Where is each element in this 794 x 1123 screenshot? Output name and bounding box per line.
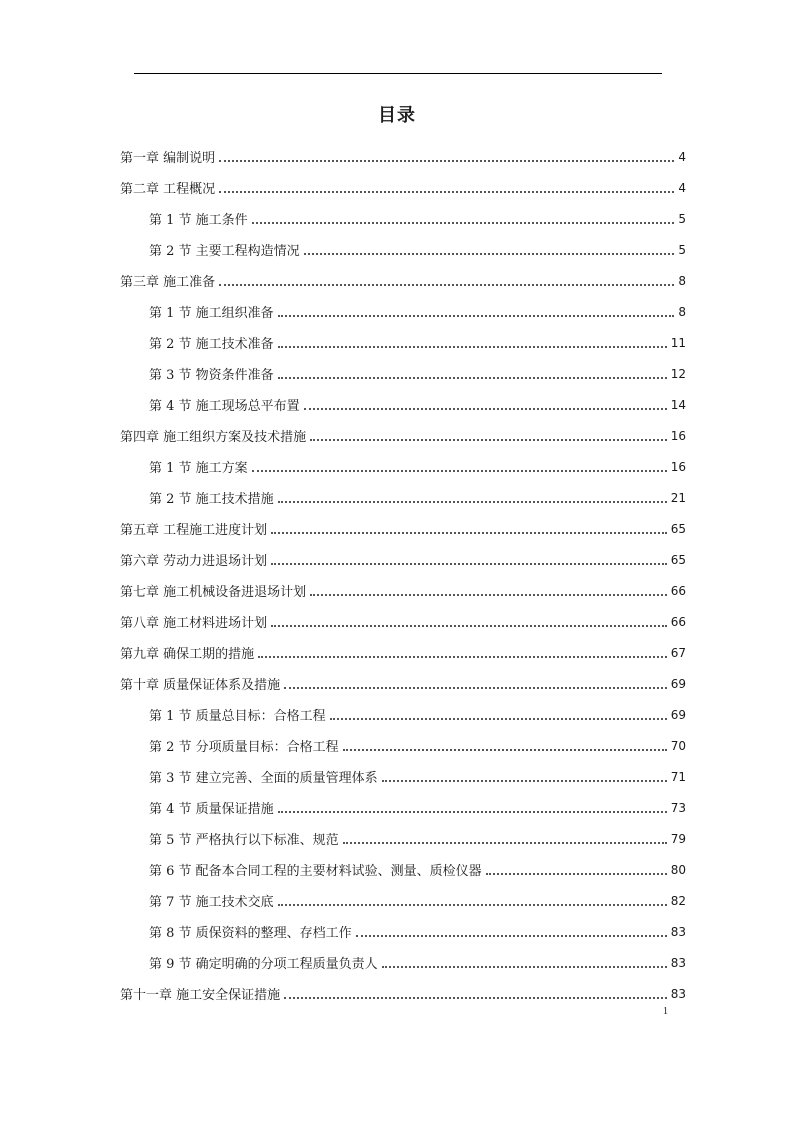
toc-entry-page: 21 (670, 490, 686, 505)
toc-entry-label: 第 1 节 施工组织准备 (149, 306, 274, 321)
toc-section-entry[interactable] (120, 823, 686, 854)
toc-chapter-entry[interactable] (120, 420, 686, 451)
toc-chapter-entry[interactable] (120, 141, 686, 172)
toc-entry-page: 14 (670, 397, 686, 412)
toc-dot-leader (258, 643, 667, 658)
toc-entry-label: 第九章 确保工期的措施 (120, 647, 255, 662)
toc-section-entry[interactable] (120, 451, 686, 482)
toc-entry-label: 第 2 节 施工技术措施 (149, 492, 274, 507)
toc-dot-leader (252, 209, 675, 224)
toc-chapter-entry[interactable] (120, 575, 686, 606)
toc-dot-leader (278, 333, 667, 348)
toc-entry-page: 83 (670, 924, 686, 939)
toc-dot-leader (278, 488, 667, 503)
toc-dot-leader (219, 271, 674, 286)
page-number: 1 (663, 1006, 668, 1017)
toc-entry-page: 4 (678, 180, 686, 195)
toc-entry-page: 70 (670, 738, 686, 753)
toc-entry-page: 79 (670, 831, 686, 846)
toc-dot-leader (304, 395, 667, 410)
toc-entry-label: 第 8 节 质保资料的整理、存档工作 (149, 926, 352, 941)
page-title: 目录 (378, 105, 416, 126)
toc-chapter-entry[interactable] (120, 513, 686, 544)
toc-entry-label: 第 4 节 质量保证措施 (149, 802, 274, 817)
toc-entry-label: 第八章 施工材料进场计划 (120, 616, 268, 631)
toc-entry-page: 4 (678, 149, 686, 164)
toc-dot-leader (271, 519, 667, 534)
toc-entry-label: 第 1 节 施工条件 (149, 213, 248, 228)
toc-entry-label: 第 7 节 施工技术交底 (149, 895, 274, 910)
toc-chapter-entry[interactable] (120, 978, 686, 1009)
toc-entry-page: 5 (678, 211, 686, 226)
toc-section-entry[interactable] (120, 730, 686, 761)
toc-entry-page: 73 (670, 800, 686, 815)
toc-dot-leader (271, 550, 667, 565)
toc-entry-label: 第 1 节 质量总目标：合格工程 (149, 709, 326, 724)
toc-entry-page: 83 (670, 955, 686, 970)
toc-entry-label: 第 3 节 建立完善、全面的质量管理体系 (149, 771, 378, 786)
toc-section-entry[interactable] (120, 482, 686, 513)
toc-chapter-entry[interactable] (120, 172, 686, 203)
toc-chapter-entry[interactable] (120, 606, 686, 637)
toc-section-entry[interactable] (120, 916, 686, 947)
toc-chapter-entry[interactable] (120, 668, 686, 699)
toc-entry-page: 67 (670, 645, 686, 660)
toc-entry-label: 第二章 工程概况 (120, 182, 216, 197)
toc-dot-leader (278, 302, 675, 317)
toc-dot-leader (330, 705, 667, 720)
toc-entry-label: 第 3 节 物资条件准备 (149, 368, 274, 383)
toc-entry-page: 80 (670, 862, 686, 877)
toc-section-entry[interactable] (120, 761, 686, 792)
toc-dot-leader (219, 147, 674, 162)
toc-entry-label: 第 9 节 确定明确的分项工程质量负责人 (149, 957, 378, 972)
toc-dot-leader (278, 798, 667, 813)
toc-dot-leader (252, 457, 667, 472)
toc-entry-page: 69 (670, 676, 686, 691)
toc-chapter-entry[interactable] (120, 265, 686, 296)
toc-dot-leader (382, 767, 667, 782)
toc-dot-leader (356, 922, 667, 937)
toc-dot-leader (310, 581, 667, 596)
toc-entry-label: 第六章 劳动力进退场计划 (120, 554, 268, 569)
toc-entry-label: 第 5 节 严格执行以下标准、规范 (149, 833, 339, 848)
toc-entry-label: 第五章 工程施工进度计划 (120, 523, 268, 538)
toc-entry-label: 第 2 节 分项质量目标：合格工程 (149, 740, 339, 755)
toc-dot-leader (284, 984, 667, 999)
toc-section-entry[interactable] (120, 203, 686, 234)
toc-entry-label: 第 4 节 施工现场总平布置 (149, 399, 300, 414)
toc-dot-leader (278, 364, 667, 379)
toc-section-entry[interactable] (120, 389, 686, 420)
toc-entry-label: 第 2 节 主要工程构造情况 (149, 244, 300, 259)
toc-section-entry[interactable] (120, 358, 686, 389)
toc-entry-label: 第 2 节 施工技术准备 (149, 337, 274, 352)
toc-section-entry[interactable] (120, 885, 686, 916)
toc-section-entry[interactable] (120, 234, 686, 265)
toc-entry-page: 83 (670, 986, 686, 1001)
toc-section-entry[interactable] (120, 947, 686, 978)
toc-section-entry[interactable] (120, 792, 686, 823)
toc-dot-leader (284, 674, 667, 689)
toc-entry-label: 第四章 施工组织方案及技术措施 (120, 430, 307, 445)
toc-entry-label: 第 6 节 配备本合同工程的主要材料试验、测量、质检仪器 (149, 864, 482, 879)
toc-entry-page: 69 (670, 707, 686, 722)
toc-entry-page: 16 (670, 459, 686, 474)
toc-entry-page: 82 (670, 893, 686, 908)
toc-entry-page: 5 (678, 242, 686, 257)
toc-dot-leader (278, 891, 667, 906)
toc-dot-leader (219, 178, 674, 193)
toc-entry-label: 第 1 节 施工方案 (149, 461, 248, 476)
toc-section-entry[interactable] (120, 327, 686, 358)
toc-entry-page: 71 (670, 769, 686, 784)
toc-dot-leader (304, 240, 675, 255)
toc-dot-leader (343, 736, 667, 751)
toc-dot-leader (382, 953, 667, 968)
toc-entry-label: 第一章 编制说明 (120, 151, 216, 166)
toc-dot-leader (271, 612, 667, 627)
toc-entry-page: 65 (670, 552, 686, 567)
header-rule (134, 73, 662, 74)
toc-entry-page: 66 (670, 583, 686, 598)
toc-entry-page: 66 (670, 614, 686, 629)
toc-entry-page: 16 (670, 428, 686, 443)
toc-entry-page: 12 (670, 366, 686, 381)
toc-dot-leader (343, 829, 667, 844)
toc-entry-label: 第七章 施工机械设备进退场计划 (120, 585, 307, 600)
toc-chapter-entry[interactable] (120, 637, 686, 668)
toc-section-entry[interactable] (120, 699, 686, 730)
toc-dot-leader (310, 426, 667, 441)
toc-entry-label: 第三章 施工准备 (120, 275, 216, 290)
toc-section-entry[interactable] (120, 854, 686, 885)
toc-entry-label: 第十一章 施工安全保证措施 (120, 988, 281, 1003)
toc-entry-page: 65 (670, 521, 686, 536)
toc-dot-leader (486, 860, 667, 875)
table-of-contents (120, 141, 686, 1009)
toc-chapter-entry[interactable] (120, 544, 686, 575)
toc-section-entry[interactable] (120, 296, 686, 327)
toc-entry-page: 8 (678, 273, 686, 288)
toc-entry-label: 第十章 质量保证体系及措施 (120, 678, 281, 693)
toc-entry-page: 8 (678, 304, 686, 319)
toc-entry-page: 11 (670, 335, 686, 350)
